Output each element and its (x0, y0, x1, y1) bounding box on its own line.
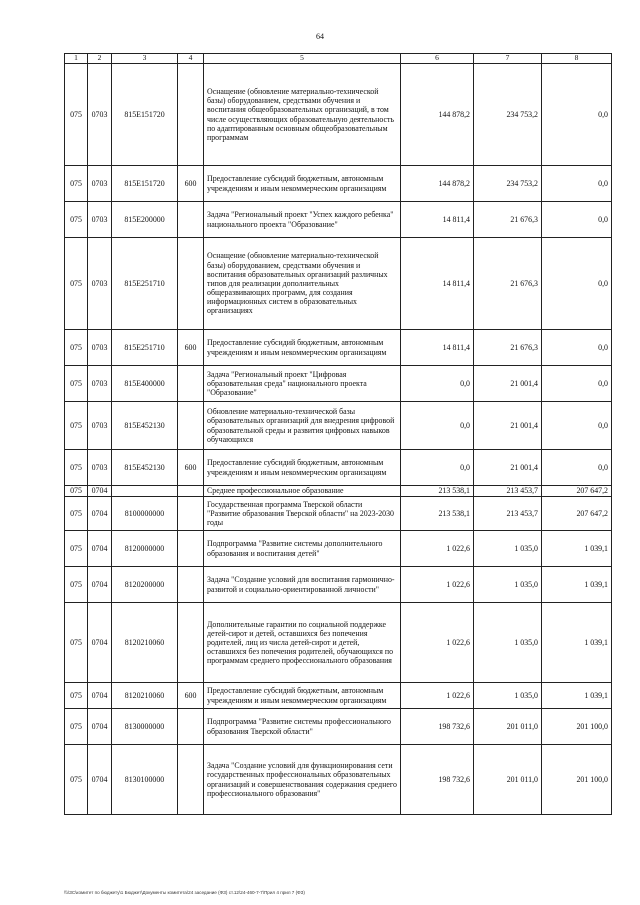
table-row (65, 366, 612, 402)
admin-code-cell: 075 (65, 497, 88, 531)
amount-year3-cell: 0,0 (542, 238, 612, 330)
amount-year1-cell: 198 732,6 (401, 709, 474, 745)
target-article-cell: 815E452130 (112, 402, 178, 450)
target-article-cell: 8120200000 (112, 567, 178, 603)
budget-table (64, 53, 612, 815)
target-article-cell: 8100000000 (112, 497, 178, 531)
amount-year2-cell: 213 453,7 (474, 497, 542, 531)
expense-type-cell (178, 486, 204, 497)
admin-code-cell: 075 (65, 330, 88, 366)
column-header: 3 (112, 54, 178, 64)
table-row (65, 64, 612, 166)
section-code-cell: 0704 (88, 497, 112, 531)
section-code-cell: 0703 (88, 366, 112, 402)
amount-year2-cell: 1 035,0 (474, 567, 542, 603)
table-row (65, 450, 612, 486)
section-code-cell: 0703 (88, 330, 112, 366)
amount-year1-cell: 198 732,6 (401, 745, 474, 815)
expense-type-cell (178, 64, 204, 166)
table-row (65, 486, 612, 497)
expense-type-cell: 600 (178, 683, 204, 709)
amount-year2-cell: 21 001,4 (474, 450, 542, 486)
amount-year3-cell: 1 039,1 (542, 603, 612, 683)
target-article-cell: 8130100000 (112, 745, 178, 815)
admin-code-cell: 075 (65, 450, 88, 486)
target-article-cell: 815E200000 (112, 202, 178, 238)
amount-year2-cell: 234 753,2 (474, 64, 542, 166)
table-row (65, 402, 612, 450)
section-code-cell: 0704 (88, 745, 112, 815)
amount-year2-cell: 1 035,0 (474, 531, 542, 567)
column-number-row (65, 54, 612, 64)
amount-year1-cell: 1 022,6 (401, 531, 474, 567)
amount-year3-cell: 0,0 (542, 330, 612, 366)
section-code-cell: 0703 (88, 402, 112, 450)
amount-year2-cell: 21 001,4 (474, 366, 542, 402)
section-code-cell: 0703 (88, 202, 112, 238)
table-row (65, 603, 612, 683)
footer-file-path: \\\\ЗС\комитет по бюджету\1 Бюджет\Документы комитета\24 заседание (ФЗ) ст.12\24-460-7-7\Прил 4 прил 7 (ФЗ) (64, 890, 305, 895)
amount-year1-cell: 1 022,6 (401, 683, 474, 709)
description-cell: Предоставление субсидий бюджетным, автономным учреждениям и иным некоммерческим организациям (204, 450, 401, 486)
amount-year1-cell: 14 811,4 (401, 238, 474, 330)
amount-year2-cell: 201 011,0 (474, 709, 542, 745)
description-cell: Подпрограмма "Развитие системы профессионального образования Тверской области" (204, 709, 401, 745)
admin-code-cell: 075 (65, 402, 88, 450)
admin-code-cell: 075 (65, 531, 88, 567)
amount-year1-cell: 1 022,6 (401, 603, 474, 683)
admin-code-cell: 075 (65, 366, 88, 402)
target-article-cell (112, 486, 178, 497)
description-cell: Государственная программа Тверской области "Развитие образования Тверской области" на 2023-2030 годы (204, 497, 401, 531)
description-cell: Предоставление субсидий бюджетным, автономным учреждениям и иным некоммерческим организациям (204, 330, 401, 366)
section-code-cell: 0703 (88, 64, 112, 166)
target-article-cell: 815E151720 (112, 64, 178, 166)
section-code-cell: 0704 (88, 683, 112, 709)
admin-code-cell: 075 (65, 64, 88, 166)
expense-type-cell (178, 709, 204, 745)
table-row (65, 531, 612, 567)
amount-year2-cell: 1 035,0 (474, 603, 542, 683)
table-row (65, 497, 612, 531)
target-article-cell: 815E251710 (112, 238, 178, 330)
column-header: 1 (65, 54, 88, 64)
amount-year2-cell: 21 676,3 (474, 330, 542, 366)
amount-year2-cell: 21 676,3 (474, 202, 542, 238)
amount-year1-cell: 14 811,4 (401, 330, 474, 366)
table-row (65, 683, 612, 709)
amount-year1-cell: 1 022,6 (401, 567, 474, 603)
target-article-cell: 8120210060 (112, 603, 178, 683)
column-header: 6 (401, 54, 474, 64)
amount-year3-cell: 0,0 (542, 402, 612, 450)
amount-year3-cell: 0,0 (542, 166, 612, 202)
description-cell: Задача "Создание условий для воспитания гармонично-развитой и социально-ориентированной личности" (204, 567, 401, 603)
description-cell: Оснащение (обновление материально-технической базы) оборудованием, средствами обучения и воспитания образовательных организаций различных типов для реализации дополнительных общеразвивающих программ, для создания информационных систем в образовательных организациях (204, 238, 401, 330)
description-cell: Дополнительные гарантии по социальной поддержке детей-сирот и детей, оставшихся без попечения родителей, лиц из числа детей-сирот и детей, оставшихся без попечения родителей, обучающихся по программам среднего профессионального образования (204, 603, 401, 683)
amount-year3-cell: 1 039,1 (542, 683, 612, 709)
admin-code-cell: 075 (65, 166, 88, 202)
description-cell: Подпрограмма "Развитие системы дополнительного образования и воспитания детей" (204, 531, 401, 567)
table-row (65, 567, 612, 603)
admin-code-cell: 075 (65, 709, 88, 745)
amount-year1-cell: 0,0 (401, 402, 474, 450)
column-header: 4 (178, 54, 204, 64)
admin-code-cell: 075 (65, 683, 88, 709)
amount-year3-cell: 207 647,2 (542, 486, 612, 497)
expense-type-cell: 600 (178, 450, 204, 486)
section-code-cell: 0703 (88, 238, 112, 330)
section-code-cell: 0704 (88, 567, 112, 603)
expense-type-cell (178, 366, 204, 402)
expense-type-cell (178, 745, 204, 815)
table-row (65, 238, 612, 330)
admin-code-cell: 075 (65, 238, 88, 330)
section-code-cell: 0703 (88, 166, 112, 202)
amount-year2-cell: 21 001,4 (474, 402, 542, 450)
amount-year1-cell: 144 878,2 (401, 166, 474, 202)
column-header: 8 (542, 54, 612, 64)
table-row (65, 330, 612, 366)
amount-year3-cell: 1 039,1 (542, 567, 612, 603)
admin-code-cell: 075 (65, 745, 88, 815)
table-row (65, 745, 612, 815)
description-cell: Предоставление субсидий бюджетным, автономным учреждениям и иным некоммерческим организациям (204, 166, 401, 202)
description-cell: Задача "Создание условий для функционирования сети государственных профессиональных образовательных организаций и совершенствования содержания среднего профессионального образования" (204, 745, 401, 815)
column-header: 5 (204, 54, 401, 64)
description-cell: Предоставление субсидий бюджетным, автономным учреждениям и иным некоммерческим организациям (204, 683, 401, 709)
target-article-cell: 815E151720 (112, 166, 178, 202)
target-article-cell: 8130000000 (112, 709, 178, 745)
expense-type-cell (178, 567, 204, 603)
section-code-cell: 0704 (88, 603, 112, 683)
admin-code-cell: 075 (65, 486, 88, 497)
section-code-cell: 0704 (88, 531, 112, 567)
amount-year2-cell: 234 753,2 (474, 166, 542, 202)
expense-type-cell: 600 (178, 330, 204, 366)
admin-code-cell: 075 (65, 202, 88, 238)
expense-type-cell (178, 531, 204, 567)
amount-year3-cell: 201 100,0 (542, 745, 612, 815)
amount-year3-cell: 0,0 (542, 366, 612, 402)
table-row (65, 709, 612, 745)
admin-code-cell: 075 (65, 567, 88, 603)
target-article-cell: 815E251710 (112, 330, 178, 366)
target-article-cell: 8120000000 (112, 531, 178, 567)
amount-year3-cell: 0,0 (542, 202, 612, 238)
amount-year2-cell: 21 676,3 (474, 238, 542, 330)
amount-year3-cell: 201 100,0 (542, 709, 612, 745)
amount-year3-cell: 0,0 (542, 64, 612, 166)
table-row (65, 166, 612, 202)
amount-year2-cell: 1 035,0 (474, 683, 542, 709)
admin-code-cell: 075 (65, 603, 88, 683)
amount-year2-cell: 201 011,0 (474, 745, 542, 815)
amount-year1-cell: 144 878,2 (401, 64, 474, 166)
section-code-cell: 0704 (88, 709, 112, 745)
expense-type-cell (178, 238, 204, 330)
description-cell: Оснащение (обновление материально-технической базы) оборудованием, средствами обучения и воспитания общеобразовательных организаций, в том числе осуществляющих образовательную деятельность по адаптированным основным общеобразовательным программам (204, 64, 401, 166)
description-cell: Обновление материально-технической базы образовательных организаций для внедрения цифровой образовательной среды и развития цифровых навыков обучающихся (204, 402, 401, 450)
target-article-cell: 815E452130 (112, 450, 178, 486)
amount-year1-cell: 213 538,1 (401, 486, 474, 497)
amount-year3-cell: 0,0 (542, 450, 612, 486)
amount-year1-cell: 14 811,4 (401, 202, 474, 238)
target-article-cell: 815E400000 (112, 366, 178, 402)
description-cell: Задача "Региональный проект "Успех каждого ребенка" национального проекта "Образование" (204, 202, 401, 238)
amount-year1-cell: 0,0 (401, 366, 474, 402)
description-cell: Задача "Региональный проект "Цифровая образовательная среда" национального проекта "Образование" (204, 366, 401, 402)
description-cell: Среднее профессиональное образование (204, 486, 401, 497)
expense-type-cell (178, 603, 204, 683)
amount-year1-cell: 0,0 (401, 450, 474, 486)
expense-type-cell (178, 497, 204, 531)
table-row (65, 202, 612, 238)
expense-type-cell: 600 (178, 166, 204, 202)
amount-year1-cell: 213 538,1 (401, 497, 474, 531)
amount-year3-cell: 1 039,1 (542, 531, 612, 567)
section-code-cell: 0704 (88, 486, 112, 497)
column-header: 2 (88, 54, 112, 64)
target-article-cell: 8120210060 (112, 683, 178, 709)
expense-type-cell (178, 402, 204, 450)
amount-year2-cell: 213 453,7 (474, 486, 542, 497)
section-code-cell: 0703 (88, 450, 112, 486)
column-header: 7 (474, 54, 542, 64)
expense-type-cell (178, 202, 204, 238)
page-number: 64 (316, 32, 324, 41)
amount-year3-cell: 207 647,2 (542, 497, 612, 531)
